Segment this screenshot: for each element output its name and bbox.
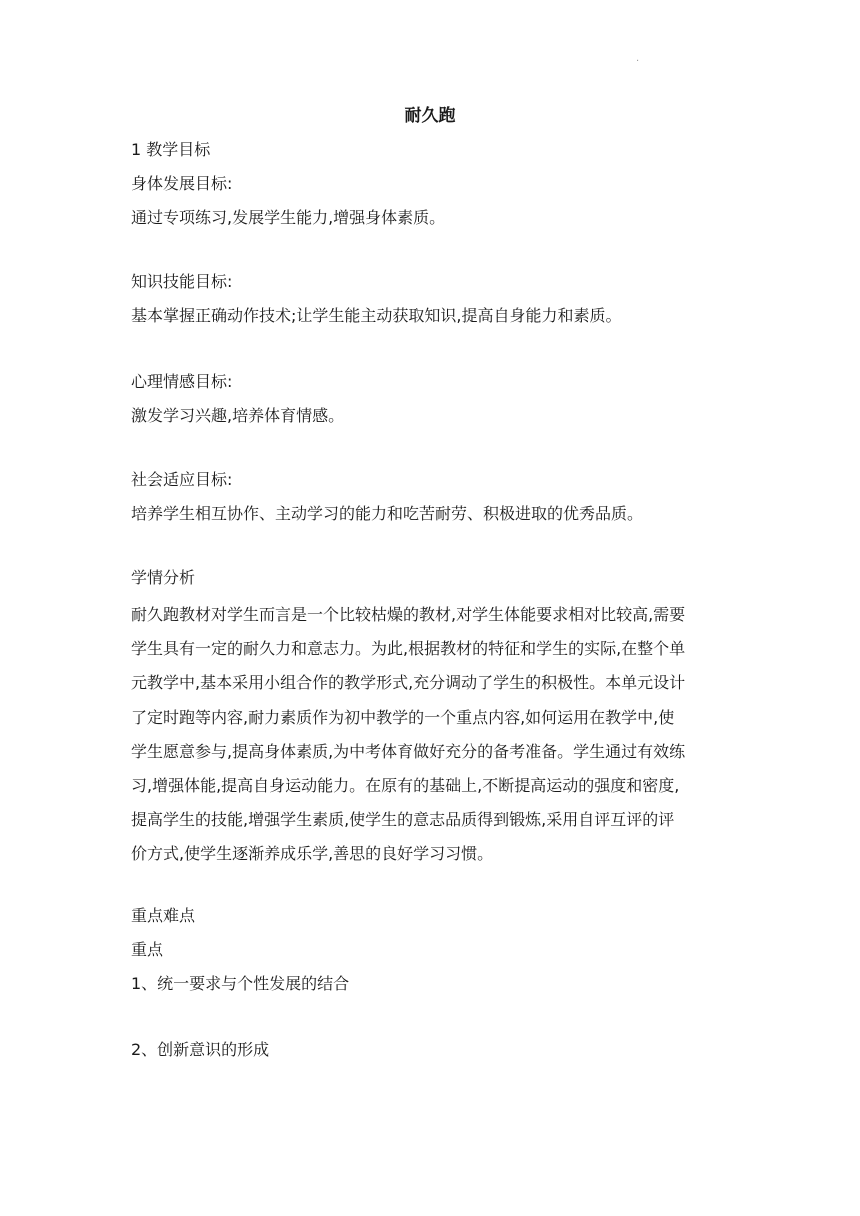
goal-text-physical: 通过专项练习,发展学生能力,增强身体素质。	[131, 208, 446, 227]
analysis-line: 习,增强体能,提高自身运动能力。在原有的基础上,不断提高运动的强度和密度,	[131, 776, 680, 796]
goal-text-knowledge: 基本掌握正确动作技术;让学生能主动获取知识,提高自身能力和素质。	[131, 306, 622, 325]
goal-text-social: 培养学生相互协作、主动学习的能力和吃苦耐劳、积极进取的优秀品质。	[131, 504, 644, 523]
goal-label-emotional: 心理情感目标:	[131, 372, 233, 391]
analysis-line: 提高学生的技能,增强学生素质,使学生的意志品质得到锻炼,采用自评互评的评	[131, 810, 675, 830]
document-title: 耐久跑	[404, 106, 456, 126]
goal-label-physical: 身体发展目标:	[131, 174, 233, 193]
section-heading-analysis: 学情分析	[131, 568, 196, 587]
analysis-line: 学生具有一定的耐久力和意志力。为此,根据教材的特征和学生的实际,在整个单	[131, 639, 686, 659]
analysis-line: 价方式,使学生逐渐养成乐学,善思的良好学习习惯。	[131, 844, 494, 864]
corner-mark: .	[636, 53, 640, 64]
analysis-paragraph	[131, 598, 721, 872]
analysis-line: 学生愿意参与,提高身体素质,为中考体育做好充分的备考准备。学生通过有效练	[131, 741, 686, 761]
key-points-subheading: 重点	[131, 940, 164, 959]
goal-label-knowledge: 知识技能目标:	[131, 272, 233, 291]
key-point-item: 1、统一要求与个性发展的结合	[131, 974, 350, 993]
analysis-line: 耐久跑教材对学生而言是一个比较枯燥的教材,对学生体能要求相对比较高,需要	[131, 605, 686, 624]
goal-label-social: 社会适应目标:	[131, 470, 233, 489]
analysis-line: 元教学中,基本采用小组合作的教学形式,充分调动了学生的积极性。本单元设计	[131, 673, 686, 693]
key-point-item: 2、创新意识的形成	[131, 1040, 270, 1059]
goal-text-emotional: 激发学习兴趣,培养体育情感。	[131, 406, 345, 425]
section-heading-teaching-goals: 1 教学目标	[131, 140, 211, 159]
section-heading-key-points: 重点难点	[131, 906, 196, 925]
analysis-line: 了定时跑等内容,耐力素质作为初中教学的一个重点内容,如何运用在教学中,使	[131, 707, 675, 727]
